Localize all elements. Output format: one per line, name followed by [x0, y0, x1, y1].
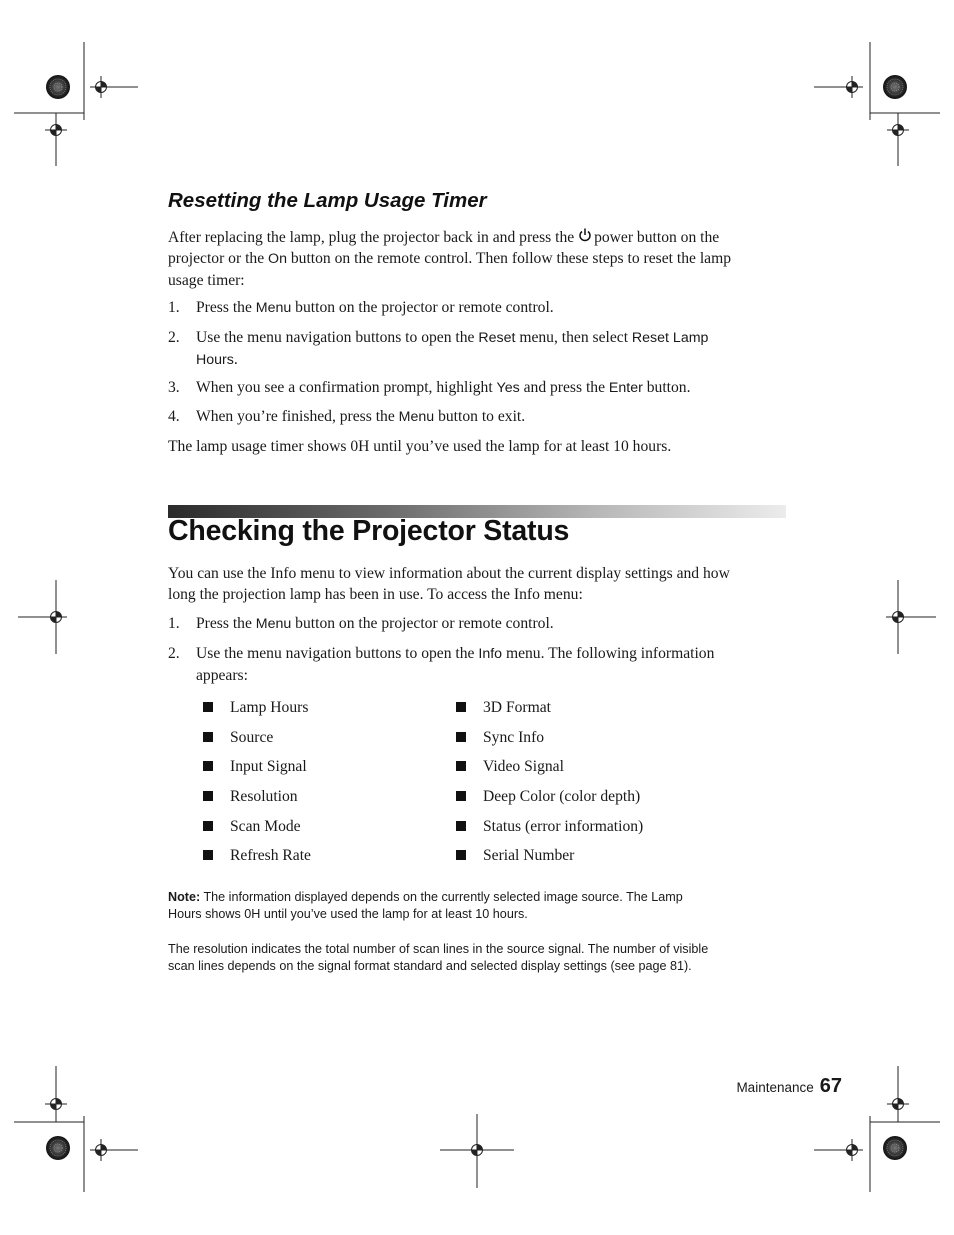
enter-button-label: Enter [608, 380, 643, 396]
note-text: The information displayed depends on the currently selected image source. The Lamp [200, 890, 683, 904]
step-number: 2. [168, 645, 180, 662]
bullet-square-icon [456, 850, 466, 860]
step-number: 2. [168, 329, 180, 346]
step-text: button. [642, 379, 691, 396]
menu-button-label: Menu [255, 300, 292, 316]
bullet-square-icon [456, 821, 466, 831]
status-intro-paragraph [168, 563, 780, 605]
bullet-square-icon [456, 791, 466, 801]
bullet-square-icon [203, 850, 213, 860]
list-item-label: Source [230, 729, 274, 746]
note-text: Hours shows 0H until you’ve used the lamp for at least 10 hours. [168, 907, 528, 921]
on-button-label: On [268, 251, 287, 267]
bullet-square-icon [456, 702, 466, 712]
list-item-label: Scan Mode [230, 818, 301, 835]
menu-button-label: Menu [255, 616, 292, 632]
step-number: 4. [168, 408, 180, 425]
page-footer [736, 1075, 842, 1098]
list-item-label: Video Signal [483, 758, 564, 775]
page-number: 67 [819, 1075, 842, 1097]
intro-text-2: power button on the [594, 229, 720, 246]
step-text: appears: [196, 667, 248, 684]
step-text: button to exit. [434, 408, 526, 425]
step-text: button on the projector or remote control. [291, 615, 554, 632]
bullet-square-icon [203, 821, 213, 831]
intro-text-3: projector or the [168, 250, 269, 267]
step-text: Use the menu navigation buttons to open the [196, 645, 479, 662]
yes-label: Yes [496, 380, 520, 396]
step-text: When you’re finished, press the [196, 408, 399, 425]
bullet-square-icon [203, 702, 213, 712]
step-text: When you see a confirmation prompt, highlight [196, 379, 497, 396]
footer-section-name: Maintenance [736, 1080, 814, 1095]
list-item-label: Sync Info [483, 729, 545, 746]
list-item-label: Status (error information) [483, 818, 644, 835]
list-item-label: Input Signal [230, 758, 307, 775]
intro-text-4: button on the remote control. Then follow these steps to reset the lamp [286, 250, 732, 267]
reset-menu-label: Reset [478, 330, 516, 346]
list-item-label: Deep Color (color depth) [483, 788, 641, 805]
step-text: button on the projector or remote control. [291, 299, 554, 316]
step-number: 1. [168, 299, 180, 316]
reset-closing-paragraph: The lamp usage timer shows 0H until you’ve used the lamp for at least 10 hours. [168, 438, 672, 455]
note-text: The resolution indicates the total number of scan lines in the source signal. The number of visible [168, 942, 709, 956]
hours-label: Hours [196, 352, 234, 368]
list-item-label: Lamp Hours [230, 699, 309, 716]
step-text: menu, then select [515, 329, 632, 346]
resolution-note-paragraph [168, 941, 780, 975]
step-text: Use the menu navigation buttons to open the [196, 329, 479, 346]
list-item-label: Resolution [230, 788, 298, 805]
note-label: Note: [168, 890, 201, 904]
reset-intro-paragraph [168, 227, 780, 291]
section-heading-reset-lamp-timer: Resetting the Lamp Usage Timer [168, 189, 487, 212]
menu-button-label: Menu [398, 409, 435, 425]
step-text: and press the [519, 379, 609, 396]
bullet-square-icon [203, 732, 213, 742]
step-number: 3. [168, 379, 180, 396]
bullet-square-icon [203, 791, 213, 801]
reset-lamp-label: Reset Lamp [631, 330, 709, 346]
step-text: Press the [196, 299, 256, 316]
intro-line: You can use the Info menu to view information about the current display settings and how [168, 565, 730, 582]
intro-text-5: usage timer: [168, 272, 245, 289]
intro-text-1: After replacing the lamp, plug the projector back in and press the [168, 229, 579, 246]
section-heading-projector-status: Checking the Projector Status [168, 515, 570, 547]
list-item-label: 3D Format [483, 699, 552, 716]
bullet-square-icon [203, 761, 213, 771]
bullet-square-icon [456, 732, 466, 742]
power-icon [578, 228, 592, 243]
step-text: menu. The following information [502, 645, 715, 662]
note-paragraph [168, 889, 780, 923]
list-item-label: Refresh Rate [230, 847, 311, 864]
step-number: 1. [168, 615, 180, 632]
info-menu-label: Info [478, 646, 503, 662]
list-item-label: Serial Number [483, 847, 575, 864]
note-text: scan lines depends on the signal format standard and selected display settings (see page 81). [168, 959, 692, 973]
intro-line: long the projection lamp has been in use. To access the Info menu: [168, 586, 583, 603]
step-text: Press the [196, 615, 256, 632]
step-text: . [233, 351, 238, 368]
bullet-square-icon [456, 761, 466, 771]
